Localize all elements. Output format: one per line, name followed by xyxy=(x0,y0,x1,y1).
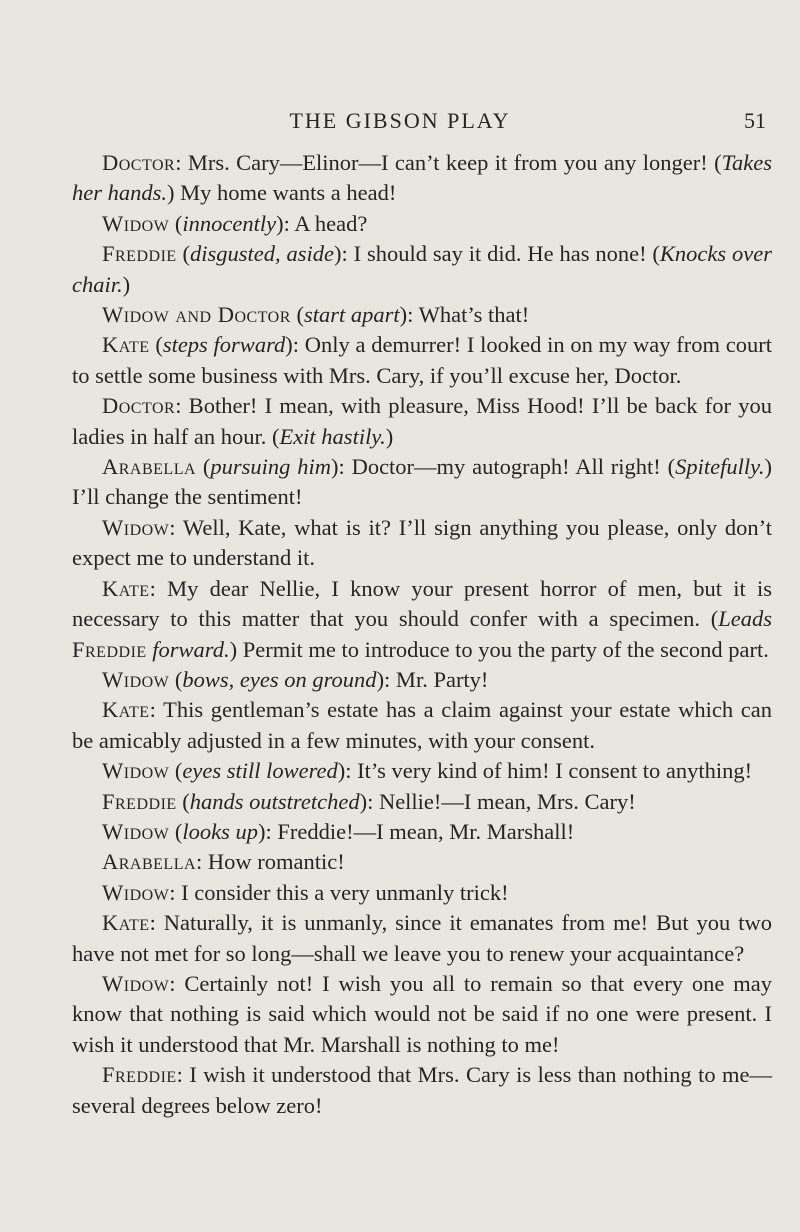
page-number: 51 xyxy=(744,108,766,133)
stage-direction: eyes still lowered xyxy=(182,758,338,784)
speaker-name: Freddie xyxy=(102,241,177,267)
speaker-name: Arabella xyxy=(102,454,197,480)
dialogue-text: ( xyxy=(169,666,183,692)
speech-paragraph xyxy=(72,513,772,574)
speech-paragraph xyxy=(72,574,772,665)
dialogue-text: : I consider this a very unmanly trick! xyxy=(169,879,509,905)
dialogue-text: ): What’s that! xyxy=(399,302,530,328)
speaker-name: Kate xyxy=(102,575,150,601)
dialogue-text: ): I should say it did. He has none! ( xyxy=(334,241,660,267)
stage-direction: pursuing him xyxy=(210,454,331,480)
dialogue-text: : Naturally, it is unmanly, since it emanates from me! But you two have not met for so long—shall we leave you to renew your acquaintance? xyxy=(72,910,772,966)
dialogue-text: ( xyxy=(169,758,183,784)
speech-paragraph xyxy=(72,878,772,908)
dialogue-text: ) My home wants a head! xyxy=(167,180,397,206)
dialogue-text: ): Nellie!—I mean, Mrs. Cary! xyxy=(359,788,636,814)
speech-paragraph xyxy=(72,695,772,756)
dialogue-text: ): Doctor—my autograph! All right! ( xyxy=(330,454,676,480)
speech-paragraph xyxy=(72,452,772,513)
dialogue-text: : How romantic! xyxy=(196,849,345,875)
speaker-name: Freddie xyxy=(102,788,177,814)
speaker-name: Doctor xyxy=(102,150,176,175)
speech-paragraph xyxy=(72,787,772,817)
dialogue-text: : I wish it understood that Mrs. Cary is less than nothing to me—several degrees below zero! xyxy=(72,1062,772,1118)
speech-paragraph xyxy=(72,239,772,300)
character-name: Freddie xyxy=(72,636,147,662)
speaker-name: Kate xyxy=(102,910,150,936)
dialogue-text: : Certainly not! I wish you all to remain so that every one may know that nothing is said which would not be said if no one were present. I wish it understood that Mr. Marshall is nothing to me! xyxy=(72,970,772,1057)
stage-direction: start apart xyxy=(304,302,400,328)
speech-paragraph xyxy=(72,847,772,877)
dialogue-text: : Bother! I mean, with pleasure, Miss Hood! I’ll be back for you ladies in half an hour. ( xyxy=(72,393,772,449)
speech-paragraph xyxy=(72,817,772,847)
speaker-name: Widow xyxy=(102,210,170,236)
dialogue-text: : My dear Nellie, I know your present horror of men, but it is necessary to this matter that you should confer with a specimen. ( xyxy=(72,575,772,632)
dialogue-text: ( xyxy=(169,210,183,236)
stage-direction: Spitefully. xyxy=(675,454,765,480)
speech-paragraph xyxy=(72,969,772,1060)
speaker-name: Freddie xyxy=(102,1062,177,1088)
dialogue-text: ( xyxy=(290,302,305,328)
speaker-name: Kate xyxy=(102,332,150,358)
running-title: THE GIBSON PLAY xyxy=(289,108,511,133)
dialogue-text: ) xyxy=(122,271,131,297)
stage-direction: disgusted, aside xyxy=(190,241,335,267)
stage-direction: Leads xyxy=(718,606,772,632)
speech-paragraph xyxy=(72,908,772,969)
dialogue-text: ): Freddie!—I mean, Mr. Marshall! xyxy=(258,818,575,844)
speaker-name: Widow xyxy=(102,818,170,844)
dialogue-text: : Well, Kate, what is it? I’ll sign anything you please, only don’t expect me to understand it. xyxy=(72,514,772,571)
speaker-name: Widow xyxy=(102,970,170,996)
speaker-name: Kate xyxy=(102,697,150,723)
dialogue-text: ) Permit me to introduce to you the party of the second part. xyxy=(229,636,769,662)
speaker-name: Widow xyxy=(102,758,170,784)
dialogue-text: ): It’s very kind of him! I consent to anything! xyxy=(337,758,753,784)
speaker-name: Widow xyxy=(102,666,170,692)
stage-direction: Knocks over chair. xyxy=(72,241,773,297)
dialogue-text: ( xyxy=(196,454,211,480)
dialogue-text: ( xyxy=(149,332,163,358)
dialogue-text: ): Only a demurrer! I looked in on my way from court to settle some business with Mrs. Cary, if you’ll excuse her, Doctor. xyxy=(72,332,772,388)
play-dialogue xyxy=(72,148,772,1121)
speech-paragraph xyxy=(72,665,772,695)
speech-paragraph xyxy=(72,756,772,786)
speech-paragraph xyxy=(72,1060,772,1121)
dialogue-text: ( xyxy=(169,818,183,844)
dialogue-text: : This gentleman’s estate has a claim against your estate which can be amicably adjusted in a few minutes, with your consent. xyxy=(72,697,772,753)
speaker-name: Widow xyxy=(102,879,170,905)
speaker-name: Widow xyxy=(102,514,170,540)
dialogue-text: ): Mr. Party! xyxy=(376,666,489,692)
speech-paragraph xyxy=(72,391,772,452)
speech-paragraph xyxy=(72,330,772,391)
speaker-name: Widow and Doctor xyxy=(102,302,291,328)
stage-direction: innocently xyxy=(182,210,277,236)
stage-direction: hands outstretched xyxy=(189,788,360,814)
stage-direction: Takes her hands. xyxy=(72,150,772,206)
dialogue-text: ( xyxy=(176,241,191,267)
dialogue-text: ) I’ll change the sentiment! xyxy=(72,454,772,510)
speech-paragraph xyxy=(72,209,772,239)
speech-paragraph xyxy=(72,300,772,330)
stage-direction: bows, eyes on ground xyxy=(182,666,377,692)
stage-direction: forward. xyxy=(146,636,230,662)
stage-direction: Exit hastily. xyxy=(279,423,386,449)
stage-direction: looks up xyxy=(182,818,259,844)
page-header xyxy=(0,108,800,140)
speaker-name: Arabella xyxy=(102,849,197,875)
dialogue-text: : Mrs. Cary—Elinor—I can’t keep it from you any longer! ( xyxy=(175,150,722,175)
speech-paragraph xyxy=(72,148,772,209)
speaker-name: Doctor xyxy=(102,393,176,419)
dialogue-text: ( xyxy=(176,788,190,814)
stage-direction: steps forward xyxy=(162,332,286,358)
dialogue-text: ) xyxy=(385,423,394,449)
dialogue-text: ): A head? xyxy=(276,210,368,236)
